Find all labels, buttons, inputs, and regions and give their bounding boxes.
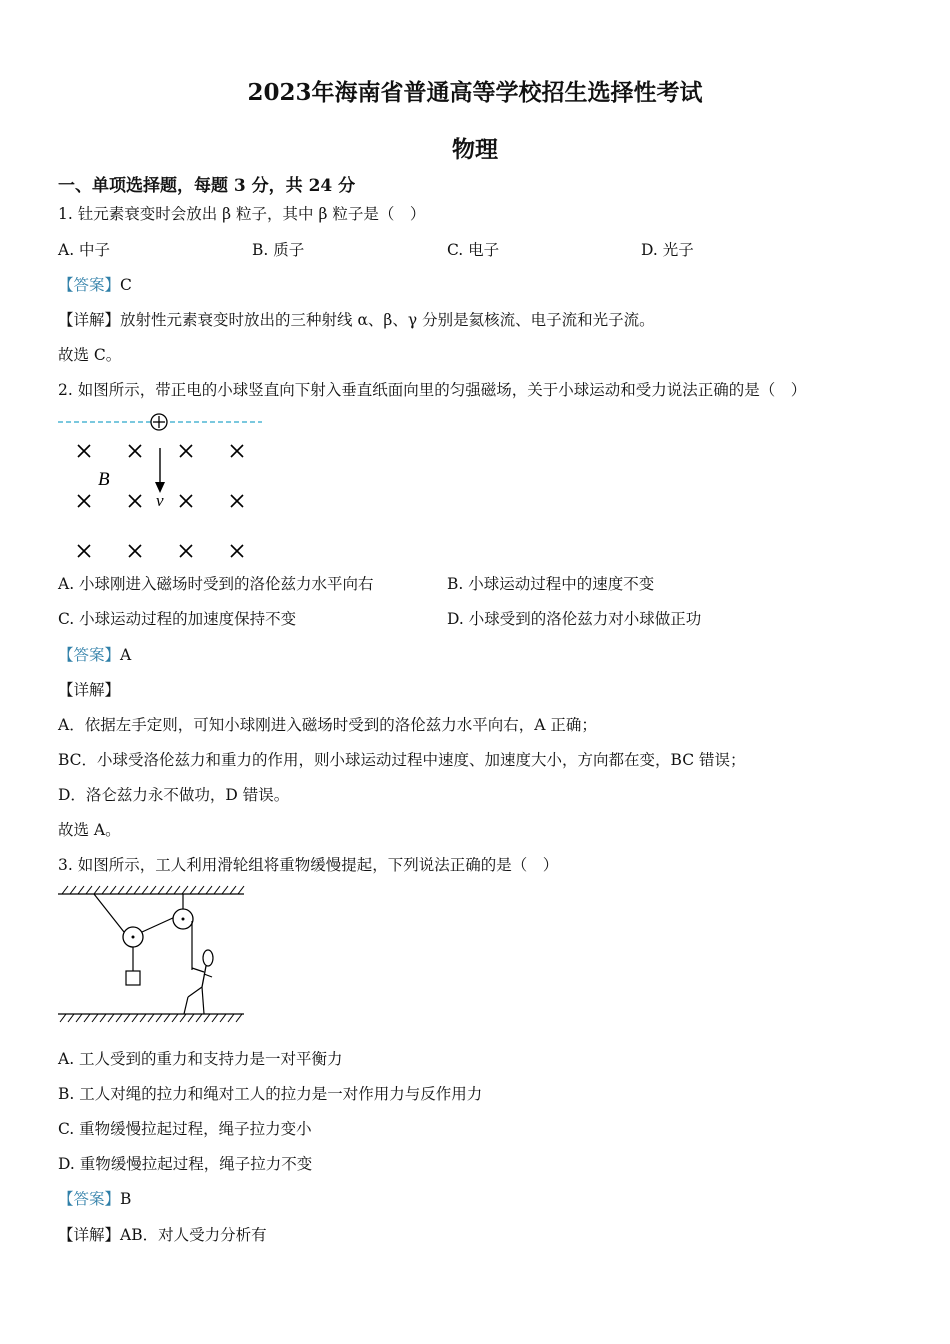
q2-answer — [58, 645, 131, 665]
q2-option-c: C. 小球运动过程的加速度保持不变 — [58, 610, 297, 628]
q2-detail-3: D．洛仑兹力永不做功，D 错误。 — [58, 786, 290, 804]
detail-text: AB．对人受力分析有 — [120, 1226, 267, 1244]
q2-option-d: D. 小球受到的洛伦兹力对小球做正功 — [447, 610, 702, 628]
worker-leg-2 — [202, 987, 204, 1014]
answer-tag: 【答案】 — [58, 1190, 121, 1208]
detail-text: 放射性元素衰变时放出的三种射线 α、β、γ 分别是氦核流、电子流和光子流。 — [120, 311, 655, 329]
q2-stem: 2. 如图所示，带正电的小球竖直向下射入垂直纸面向里的匀强磁场，关于小球运动和受力说法正确的是（ ） — [58, 381, 807, 399]
ceiling-hatch — [62, 886, 244, 894]
rope-left — [94, 894, 124, 932]
q2-detail-1: A．依据左手定则，可知小球刚进入磁场时受到的洛伦兹力水平向右，A 正确； — [58, 716, 597, 734]
q2-option-b: B. 小球运动过程中的速度不变 — [447, 575, 655, 593]
answer-value: C — [120, 276, 132, 294]
magnetic-field-figure — [58, 410, 268, 565]
weight-block — [126, 971, 140, 985]
answer-tag: 【答案】 — [58, 276, 121, 294]
worker-body — [202, 966, 206, 987]
worker-leg-1 — [188, 987, 202, 997]
rope-middle — [142, 917, 175, 932]
answer-value: A — [120, 646, 132, 664]
q2-option-a: A. 小球刚进入磁场时受到的洛伦兹力水平向右 — [58, 575, 374, 593]
answer-tag: 【答案】 — [58, 646, 121, 664]
q3-option-c: C. 重物缓慢拉起过程，绳子拉力变小 — [58, 1120, 312, 1138]
q1-option-d: D. 光子 — [641, 241, 694, 259]
q1-option-c: C. 电子 — [447, 241, 500, 259]
q3-option-b: B. 工人对绳的拉力和绳对工人的拉力是一对作用力与反作用力 — [58, 1085, 483, 1103]
q3-stem: 3. 如图所示，工人利用滑轮组将重物缓慢提起，下列说法正确的是（ ） — [58, 856, 559, 874]
field-label: B — [98, 469, 110, 490]
worker-arm-2 — [204, 974, 212, 977]
detail-tag: 【详解】 — [58, 1226, 121, 1244]
q1-answer — [58, 275, 132, 295]
detail-tag: 【详解】 — [58, 311, 121, 329]
q1-detail — [58, 310, 655, 330]
q3-detail — [58, 1225, 267, 1245]
q1-conclusion: 故选 C。 — [58, 346, 122, 364]
answer-value: B — [120, 1190, 132, 1208]
section-heading: 一、单项选择题，每题 3 分，共 24 分 — [58, 176, 356, 196]
q1-option-a: A. 中子 — [58, 241, 111, 259]
q3-answer — [58, 1189, 131, 1209]
q2-detail-tag: 【详解】 — [58, 681, 121, 699]
q3-option-a: A. 工人受到的重力和支持力是一对平衡力 — [58, 1050, 343, 1068]
q2-conclusion: 故选 A。 — [58, 821, 121, 839]
worker-head — [203, 950, 213, 966]
q1-option-b: B. 质子 — [252, 241, 305, 259]
subject-title: 物理 — [452, 136, 498, 163]
q1-stem: 1. 钍元素衰变时会放出 β 粒子，其中 β 粒子是（ ） — [58, 205, 426, 223]
q2-detail-2: BC．小球受洛伦兹力和重力的作用，则小球运动过程中速度、加速度大小，方向都在变，BC 错误； — [58, 751, 746, 769]
worker-arm-1 — [192, 968, 204, 972]
ground-hatch — [60, 1014, 242, 1022]
q3-option-d: D. 重物缓慢拉起过程，绳子拉力不变 — [58, 1155, 313, 1173]
pulley-figure — [58, 884, 248, 1024]
exam-title: 2023年海南省普通高等学校招生选择性考试 — [247, 79, 703, 106]
velocity-label: v — [156, 491, 164, 510]
